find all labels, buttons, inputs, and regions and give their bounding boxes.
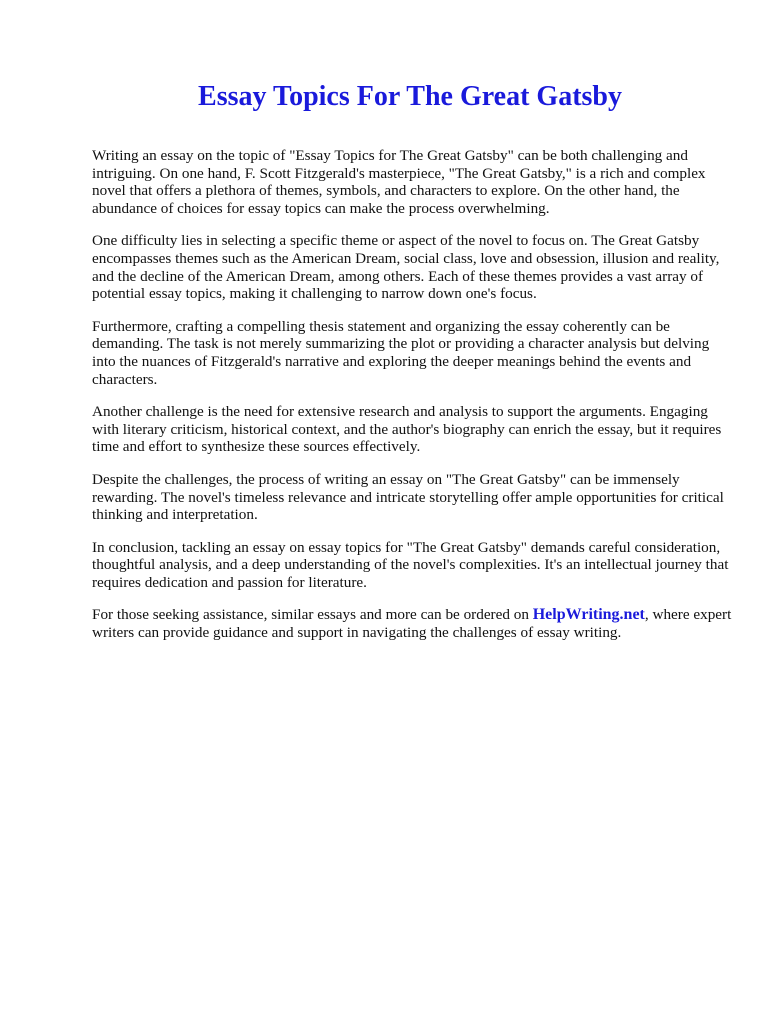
paragraph-2: One difficulty lies in selecting a specific theme or aspect of the novel to focus on. The Great Gatsby encompasses themes such as the American Dream, social class, love and obsession, illusion and reality, and the decline of the American Dream, among others. Each of these themes provides a vast array of potential essay topics, making it challenging to narrow down one's focus. (92, 232, 720, 303)
paragraph-3: Furthermore, crafting a compelling thesis statement and organizing the essay coherently can be demanding. The task is not merely summarizing the plot or providing a character analysis but delving into the nuances of Fitzgerald's narrative and exploring the deeper meanings behind the events and characters. (92, 317, 710, 388)
paragraph-4: Another challenge is the need for extensive research and analysis to support the arguments. Engaging with literary criticism, historical context, and the author's biography can enrich the essay, but it requires time and effort to synthesize these sources effectively. (92, 403, 722, 456)
document-title: Essay Topics For The Great Gatsby (198, 81, 622, 112)
paragraph-1: Writing an essay on the topic of "Essay Topics for The Great Gatsby" can be both challenging and intriguing. On one hand, F. Scott Fitzgerald's masterpiece, "The Great Gatsby," is a rich and complex novel that offers a plethora of themes, symbols, and characters to explore. On the other hand, the abundance of choices for essay topics can make the process overwhelming. (92, 147, 706, 217)
paragraph-7-after-link: , where expert writers can provide guidance and support in navigating the challenges of essay writing. (92, 606, 732, 642)
paragraph-7-before-link: For those seeking assistance, similar essays and more can be ordered on (92, 606, 533, 624)
helpwriting-link[interactable]: HelpWriting.net (532, 606, 645, 624)
document-body (92, 147, 732, 657)
paragraph-5: Despite the challenges, the process of writing an essay on "The Great Gatsby" can be immensely rewarding. The novel's timeless relevance and intricate storytelling offer ample opportunities for critical thinking and interpretation. (92, 470, 724, 524)
paragraph-6: In conclusion, tackling an essay on essay topics for "The Great Gatsby" demands careful consideration, thoughtful analysis, and a deep understanding of the novel's complexities. It's an intellectual journey that requires dedication and passion for literature. (92, 538, 729, 591)
paragraph-7 (92, 606, 732, 641)
